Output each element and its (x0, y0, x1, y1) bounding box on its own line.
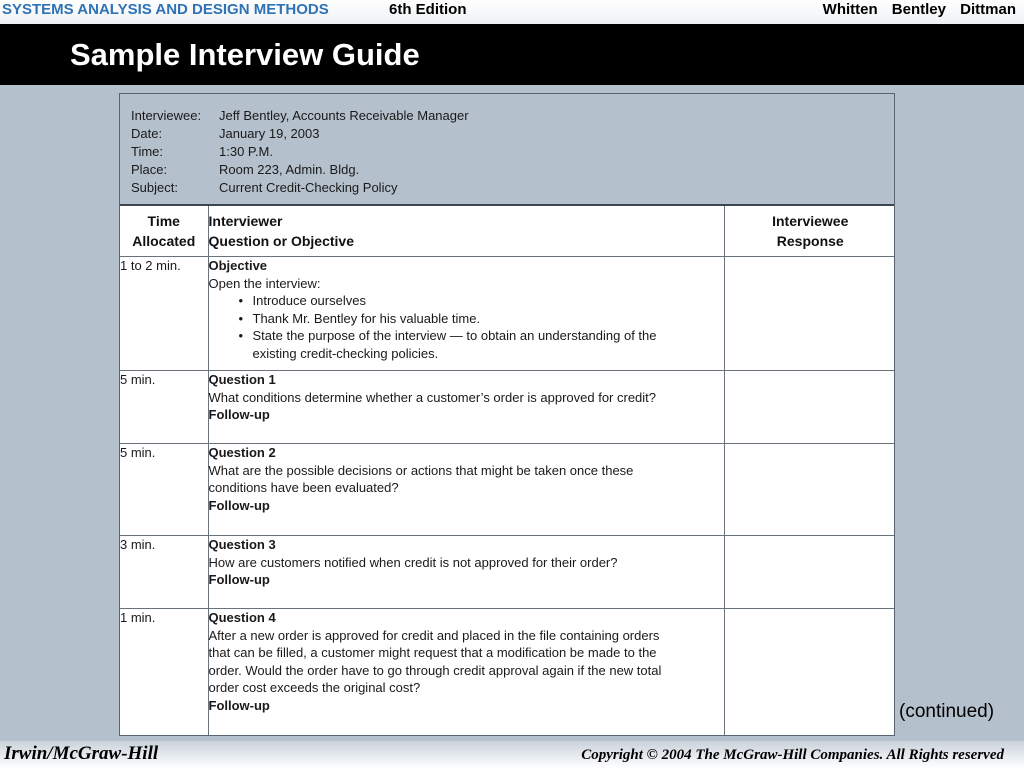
detail-row (131, 179, 894, 197)
authors-label: Whitten Bentley Dittman (822, 1, 1016, 18)
question-text: Open the interview: (208, 275, 321, 291)
table-row (120, 609, 895, 737)
interview-table (120, 206, 895, 736)
column-header-line: Response (776, 233, 844, 249)
followup-label: Follow-up (208, 697, 270, 713)
detail-value: Jeff Bentley, Accounts Receivable Manager (219, 108, 469, 123)
detail-row (131, 161, 894, 179)
response-cell (724, 609, 895, 737)
table-row (120, 371, 895, 444)
bullet-icon: • (238, 328, 244, 343)
response-cell (724, 444, 895, 536)
question-text: that can be filled, a customer might request that a modification be made to the (208, 645, 657, 660)
interview-details (120, 94, 894, 206)
detail-row (131, 107, 894, 125)
column-header-question (208, 206, 724, 257)
list-item-text: State the purpose of the interview — to obtain an understanding of the (252, 328, 657, 343)
question-text: conditions have been evaluated? (208, 480, 399, 495)
response-cell (724, 371, 895, 444)
copyright-notice: Copyright © 2004 The McGraw-Hill Companies. All Rights reserved (581, 747, 1004, 763)
question-cell (208, 444, 724, 536)
response-cell (724, 536, 895, 609)
question-text: What conditions determine whether a customer’s order is approved for credit? (208, 389, 657, 405)
interview-guide (119, 93, 895, 736)
column-header-response (724, 206, 895, 257)
table-row (120, 536, 895, 609)
column-header-line: Interviewee (772, 213, 849, 229)
list-item-text: Introduce ourselves (252, 293, 366, 308)
bullet-icon: • (238, 293, 244, 308)
question-cell (208, 536, 724, 609)
detail-row (131, 125, 894, 143)
time-cell: 5 min. (120, 444, 208, 536)
time-cell: 1 min. (120, 609, 208, 737)
column-header-time (120, 206, 208, 257)
question-heading: Question 4 (208, 610, 276, 625)
question-text: After a new order is approved for credit and placed in the file containing orders (208, 627, 660, 643)
detail-value: Current Credit-Checking Policy (219, 180, 398, 195)
bullet-icon: • (238, 310, 244, 326)
column-header-line: Allocated (132, 233, 196, 249)
question-heading: Question 3 (208, 537, 276, 552)
question-heading: Question 2 (208, 445, 276, 460)
list-item (238, 327, 724, 345)
question-text: What are the possible decisions or actions that might be taken once these (208, 462, 634, 478)
list-item (238, 292, 724, 310)
detail-value: 1:30 P.M. (219, 144, 273, 159)
detail-value: Room 223, Admin. Bldg. (219, 162, 360, 177)
header-bar (0, 0, 1024, 24)
table-row (120, 444, 895, 536)
question-text: How are customers notified when credit is not approved for their order? (208, 554, 618, 570)
list-item-text: Thank Mr. Bentley for his valuable time. (252, 310, 481, 326)
publisher-label: Irwin/McGraw-Hill (4, 743, 159, 764)
time-cell: 1 to 2 min. (120, 257, 208, 371)
column-header-line: Interviewer (208, 213, 283, 229)
detail-label: Date: (131, 126, 163, 141)
table-header-row (120, 206, 895, 257)
objective-list (209, 292, 724, 362)
list-item (238, 310, 724, 328)
followup-label: Follow-up (208, 497, 270, 513)
table-row (120, 257, 895, 371)
slide-title: Sample Interview Guide (70, 37, 420, 72)
detail-row (131, 143, 894, 161)
continued-label: (continued) (899, 701, 995, 722)
list-item (253, 345, 724, 363)
edition-label: 6th Edition (389, 1, 467, 18)
column-header-line: Time (147, 213, 180, 229)
title-bar (0, 24, 1024, 85)
time-cell: 3 min. (120, 536, 208, 609)
question-cell (208, 257, 724, 371)
column-header-line: Question or Objective (208, 233, 354, 249)
followup-label: Follow-up (208, 572, 270, 587)
followup-label: Follow-up (208, 407, 270, 422)
question-heading: Question 1 (208, 372, 276, 387)
question-cell (208, 371, 724, 444)
detail-label: Subject: (131, 180, 178, 195)
question-cell (208, 609, 724, 737)
question-text: order cost exceeds the original cost? (208, 680, 421, 695)
detail-label: Place: (131, 162, 168, 177)
detail-label: Time: (131, 144, 164, 159)
response-cell (724, 257, 895, 371)
course-title: SYSTEMS ANALYSIS AND DESIGN METHODS (2, 1, 329, 18)
footer-bar (0, 741, 1024, 768)
detail-label: Interviewee: (131, 108, 202, 123)
detail-value: January 19, 2003 (219, 126, 320, 141)
question-text: order. Would the order have to go through credit approval again if the new total (208, 662, 662, 678)
objective-heading: Objective (208, 258, 268, 273)
time-cell: 5 min. (120, 371, 208, 444)
list-item-text: existing credit-checking policies. (252, 345, 439, 361)
